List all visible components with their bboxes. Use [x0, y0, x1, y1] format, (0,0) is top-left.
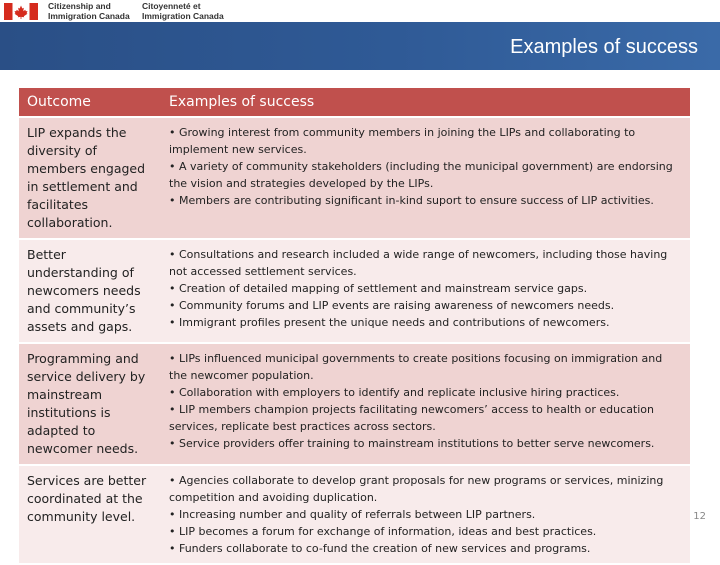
table-header-row: [19, 88, 690, 117]
examples-cell: [161, 117, 690, 239]
column-header-outcome: Outcome: [19, 88, 161, 117]
example-item: • Creation of detailed mapping of settlement and mainstream service gaps.: [169, 282, 588, 295]
example-item: • A variety of community stakeholders (including the municipal government) are endorsing the vision and strategies developed by the LIPs.: [169, 160, 673, 190]
government-header: [0, 0, 720, 22]
example-item: • Immigrant profiles present the unique needs and contributions of newcomers.: [169, 316, 610, 329]
outcome-cell: Services are better coordinated at the community level.: [19, 465, 161, 564]
outcome-cell: LIP expands the diversity of members engaged in settlement and facilitates collaboration.: [19, 117, 161, 239]
example-item: • LIP becomes a forum for exchange of information, ideas and best practices.: [169, 525, 597, 538]
department-name-english: Citizenship and Immigration Canada: [48, 1, 130, 21]
department-name-french: Citoyenneté et Immigration Canada: [142, 1, 224, 21]
canada-flag-icon: [4, 3, 38, 20]
example-item: • Community forums and LIP events are raising awareness of newcomers needs.: [169, 299, 615, 312]
outcomes-table: [19, 88, 690, 565]
example-item: • Growing interest from community members in joining the LIPs and collaborating to implement new services.: [169, 126, 636, 156]
examples-cell: [161, 465, 690, 564]
table-row: [19, 239, 690, 343]
table-row: [19, 465, 690, 564]
column-header-examples: Examples of success: [161, 88, 690, 117]
example-item: • LIP members champion projects facilitating newcomers’ access to health or education services, replicate best practices across sectors.: [169, 403, 654, 433]
example-item: • Members are contributing significant in-kind suport to ensure success of LIP activities.: [169, 194, 654, 207]
table-row: [19, 117, 690, 239]
outcome-cell: Better understanding of newcomers needs and community’s assets and gaps.: [19, 239, 161, 343]
slide-title: Examples of success: [510, 36, 698, 58]
example-item: • Funders collaborate to co-fund the creation of new services and programs.: [169, 542, 591, 555]
example-item: • LIPs influenced municipal governments to create positions focusing on immigration and the newcomer population.: [169, 352, 663, 382]
example-item: • Collaboration with employers to identify and replicate inclusive hiring practices.: [169, 386, 620, 399]
table-row: [19, 343, 690, 465]
example-item: • Consultations and research included a wide range of newcomers, including those having not accessed settlement services.: [169, 248, 668, 278]
example-item: • Increasing number and quality of referrals between LIP partners.: [169, 508, 536, 521]
example-item: • Agencies collaborate to develop grant proposals for new programs or services, minizing competition and avoiding duplication.: [169, 474, 664, 504]
example-item: • Service providers offer training to mainstream institutions to better serve newcomers.: [169, 437, 655, 450]
page-number: 12: [693, 511, 706, 522]
examples-cell: [161, 343, 690, 465]
outcome-cell: Programming and service delivery by mainstream institutions is adapted to newcomer needs.: [19, 343, 161, 465]
examples-cell: [161, 239, 690, 343]
